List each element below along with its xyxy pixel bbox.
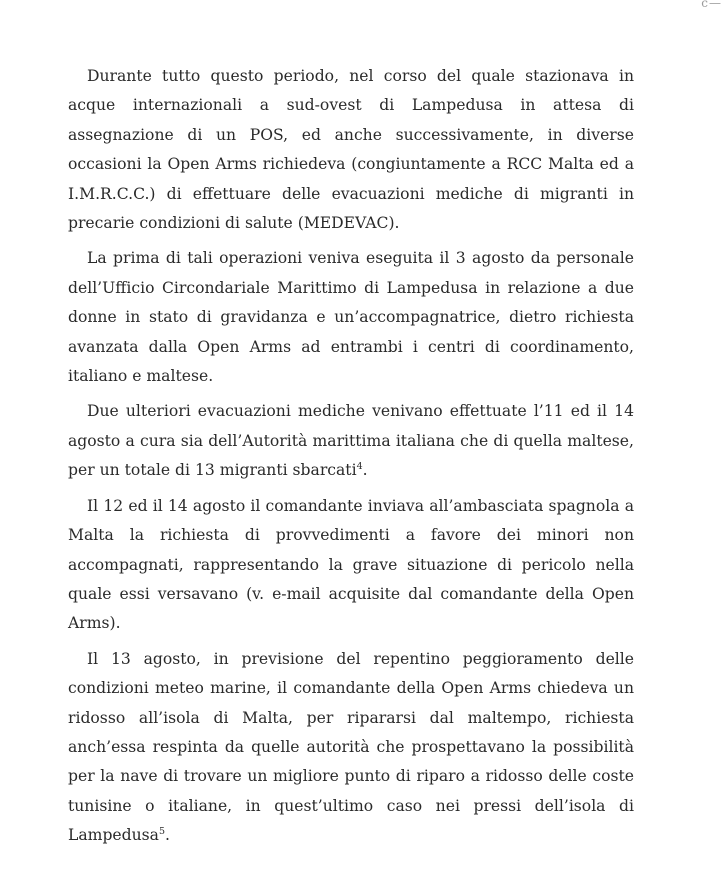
paragraph-5: [68, 645, 634, 851]
footnote-ref-4: 4: [356, 461, 363, 473]
paragraph-5-text: Il 13 agosto, in previsione del repentino peggioramento delle condizioni meteo marine, il comandante della Open Arms chiedeva un ridosso all’isola di Malta, per ripararsi dal maltempo, richiesta anch’essa respinta da quelle autorità che prospettavano la possibilità per la nave di trovare un migliore punto di riparo a ridosso delle coste tunisine o italiane, in quest’ultimo caso nei pressi dell’isola di Lampedusa: [68, 649, 634, 845]
footnote-ref-5: 5: [158, 826, 166, 838]
paragraph-3-tail: .: [362, 461, 368, 480]
paragraph-3-text: Due ulteriori evacuazioni mediche venivano effettuate l’11 ed il 14 agosto a cura sia dell’Autorità marittima italiana che di quella maltese, per un totale di 13 migranti sbarcati: [68, 402, 634, 480]
paragraph-4-text: Il 12 ed il 14 agosto il comandante inviava all’ambasciata spagnola a Malta la richiesta di provvedimenti a favore dei minori non accompagnati, rappresentando la grave situazione di pericolo nella quale essi versavano (v. e-mail acquisite dal comandante della Open Arms).: [68, 496, 634, 633]
paragraph-1: [68, 62, 634, 238]
paragraph-1-text: Durante tutto questo periodo, nel corso del quale stazionava in acque internazionali a sud-ovest di Lampedusa in attesa di assegnazione di un POS, ed anche successivamente, in diverse occasioni la Open Arms richiedeva (congiuntamente a RCC Malta ed a I.M.R.C.C.) di effettuare delle evacuazioni mediche di migranti in precarie condizioni di salute (MEDEVAC).: [68, 67, 634, 233]
paragraph-5-tail: .: [165, 826, 170, 845]
paragraph-4: [68, 492, 634, 639]
paragraph-2: [68, 244, 634, 391]
document-body: [68, 62, 634, 857]
paragraph-2-text: La prima di tali operazioni veniva eseguita il 3 agosto da personale dell’Ufficio Circondariale Marittimo di Lampedusa in relazione a due donne in stato di gravidanza e un’accompagnatrice, dietro richiesta avanzata dalla Open Arms ad entrambi i centri di coordinamento, italiano e maltese.: [68, 249, 634, 386]
paragraph-3: [68, 397, 634, 485]
corner-mark: c—: [701, 0, 722, 10]
